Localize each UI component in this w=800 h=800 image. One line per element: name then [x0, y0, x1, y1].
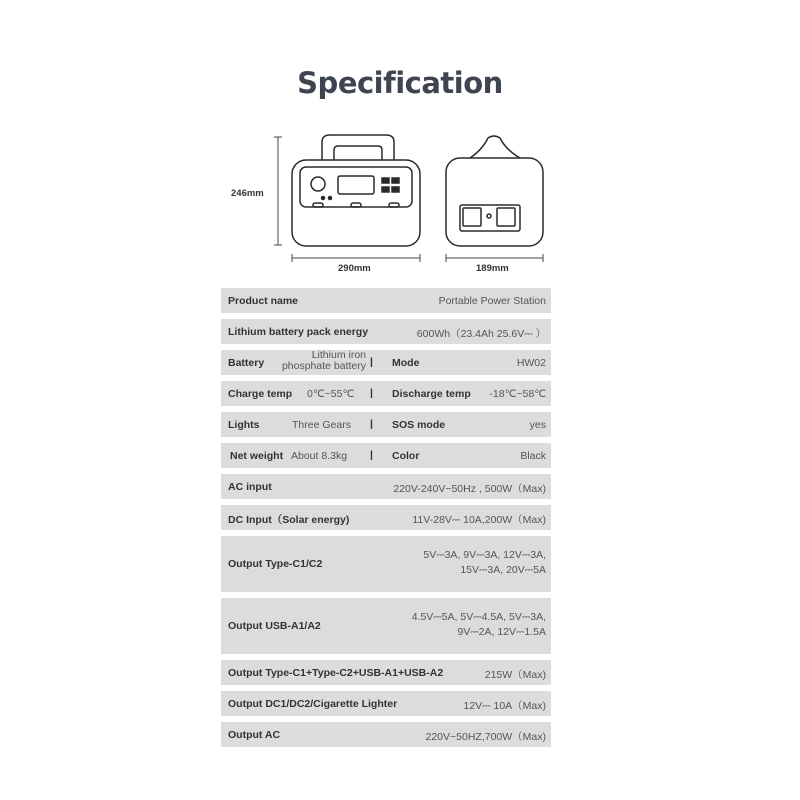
spec-value: 215W（Max): [484, 669, 546, 681]
spec-label: Output Type-C1+Type-C2+USB-A1+USB-A2: [228, 667, 444, 679]
spec-label: Output USB-A1/A2: [228, 620, 321, 632]
spec-row-output-dc: [221, 691, 551, 716]
front-view-icon: [292, 135, 420, 246]
spec-row-output-usb-a: [221, 598, 551, 654]
spec-separator: |: [370, 418, 373, 430]
spec-label: SOS mode: [392, 419, 446, 431]
width-dimension-label: 290mm: [338, 263, 371, 274]
spec-value: 220V-240V~50Hz , 500W（Max): [393, 483, 546, 495]
spec-value: Three Gears: [292, 419, 351, 431]
spec-value: 220V~50HZ,700W（Max): [425, 731, 546, 743]
spec-row-battery-mode: [221, 350, 551, 375]
spec-row-output-type-c: [221, 536, 551, 592]
spec-value: About 8.3kg: [291, 450, 348, 462]
spec-row-weight: [221, 443, 551, 468]
spec-value: 5V⎓3A, 9V⎓3A, 12V⎓3A, 15V⎓3A, 20V⎓5A: [423, 549, 546, 576]
height-dimension-label: 246mm: [231, 188, 264, 199]
spec-label: Output Type-C1/C2: [228, 558, 323, 570]
spec-label: AC input: [228, 481, 272, 493]
spec-row-output-combined: [221, 660, 551, 685]
spec-value: Lithium iron phosphate battery: [281, 349, 366, 372]
spec-value: HW02: [516, 357, 546, 369]
spec-value: Black: [520, 450, 546, 462]
spec-row-ac-input: [221, 474, 551, 499]
spec-label: Mode: [392, 357, 420, 369]
spec-row-temperature: [221, 381, 551, 406]
spec-value: yes: [529, 419, 546, 431]
spec-value: 600Wh（23.4Ah 25.6V⎓ ）: [416, 328, 546, 340]
spec-value: 11V-28V⎓ 10A,200W（Max): [412, 514, 546, 526]
spec-label: Charge temp: [228, 388, 293, 400]
spec-row-dc-input: [221, 505, 551, 530]
spec-label: Discharge temp: [392, 388, 471, 400]
spec-label: Output AC: [228, 729, 281, 741]
spec-label: Net weight: [230, 450, 284, 462]
spec-value: Portable Power Station: [438, 295, 546, 307]
spec-separator: |: [370, 387, 373, 399]
spec-label: Output DC1/DC2/Cigarette Lighter: [228, 698, 398, 710]
spec-label: Color: [392, 450, 420, 462]
spec-label: Lithium battery pack energy: [228, 326, 369, 338]
spec-value: 4.5V⎓5A, 5V⎓4.5A, 5V⎓3A, 9V⎓2A, 12V⎓1.5A: [411, 611, 546, 638]
spec-label: Battery: [228, 357, 265, 369]
spec-row-product-name: [221, 288, 551, 313]
spec-row-battery-energy: [221, 319, 551, 344]
spec-label: Lights: [228, 419, 260, 431]
spec-label: Product name: [228, 295, 299, 307]
page-title: Specification: [297, 66, 503, 100]
spec-separator: |: [370, 356, 373, 368]
spec-row-lights: [221, 412, 551, 437]
spec-separator: |: [370, 449, 373, 461]
spec-row-output-ac: [221, 722, 551, 747]
product-dimension-drawing: [0, 0, 800, 280]
spec-value: 12V⎓ 10A（Max): [463, 700, 546, 712]
spec-value: -18℃~58℃: [489, 388, 546, 400]
depth-dimension-label: 189mm: [476, 263, 509, 274]
side-view-icon: [446, 136, 543, 246]
spec-label: DC Input（Solar energy): [228, 514, 350, 526]
spec-value: 0℃~55℃: [307, 388, 355, 400]
